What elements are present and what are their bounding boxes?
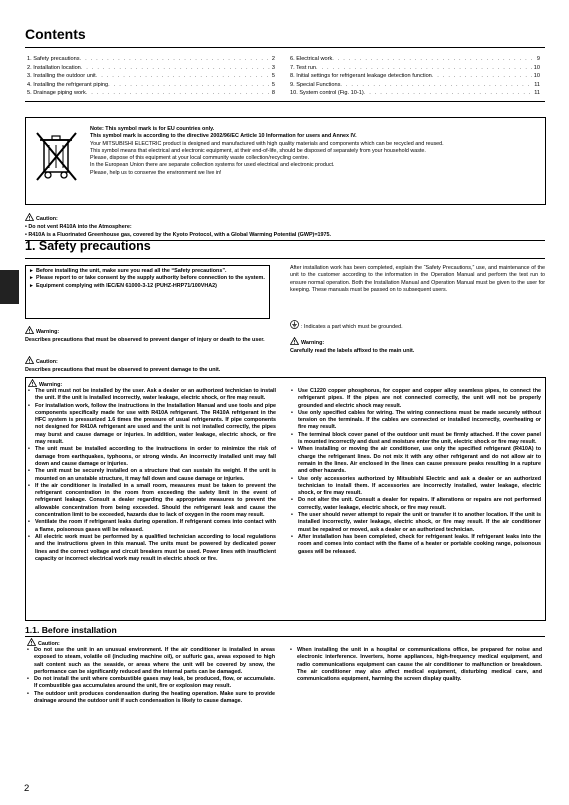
toc-entry-label: 5. Drainage piping work <box>27 90 86 97</box>
weee-notice-box <box>25 117 546 205</box>
toc-entry[interactable] <box>27 81 275 90</box>
toc-entry-page: 8 <box>271 90 275 97</box>
toc-leader-dots <box>316 64 532 73</box>
toc-entry[interactable] <box>290 55 540 64</box>
caution-icon <box>25 213 34 224</box>
bullet-item: • Use only accessories authorized by Mitsubishi Electric and ask a dealer or an authorized technician to install them. If accessories are incorrectly installed, water leakage, electric shock, or fire may result. <box>291 476 541 498</box>
bullet-item: • The terminal block cover panel of the outdoor unit must be firmly attached. If the cover panel is mounted incorrectly and dust and moisture enter the unit, electric shock or fire may result. <box>291 432 541 447</box>
weee-notice-text <box>90 126 540 177</box>
weee-line: Please, help us to conserve the environment we live in! <box>90 169 222 176</box>
toc-entry-label: 1. Safety precautions <box>27 56 80 62</box>
bullet-item: • Use only specified cables for wiring. The wiring connections must be made securely without tension on the terminals. If the cables are connected or installed incorrectly, overheating or fire may result. <box>291 410 541 432</box>
bullet-item: • The unit must not be installed by the user. Ask a dealer or an authorized technician to install the unit. If the unit is installed incorrectly, water leakage, electric shock, or fire may result. <box>28 388 276 403</box>
toc-leader-dots <box>81 64 270 73</box>
ground-symbol-icon <box>290 320 299 332</box>
intro-item: ► Please report to or take consent by the supply authority before connection to the system. <box>29 275 266 282</box>
caution-definition: Caution: Describes precautions that must be observed to prevent damage to the unit. <box>25 356 285 375</box>
weee-line: Please, dispose of this equipment at your local community waste collection/recycling centre. <box>90 155 310 162</box>
before-install-list-left <box>27 647 275 705</box>
subsection-title: 1.1. Before installation <box>25 625 117 635</box>
toc-entry-page: 5 <box>271 73 275 80</box>
toc-entry[interactable] <box>290 72 540 81</box>
bullet-item: • The outdoor unit produces condensation during the heating operation. Make sure to provide drainage around the outdoor unit if such condensation is likely to cause damage. <box>27 691 275 706</box>
toc-entry[interactable] <box>290 81 540 90</box>
bullet-item: • Do not alter the unit. Consult a dealer for repairs. If alterations or repairs are not performed correctly, water leakage, electric shock, or fire may result. <box>291 497 541 512</box>
toc-entry[interactable] <box>27 64 275 73</box>
section-rule <box>25 258 545 259</box>
toc-entry[interactable] <box>27 72 275 81</box>
warning-icon <box>290 337 299 348</box>
bullet-item: • The unit must be securely installed on a structure that can sustain its weight. If the unit is mounted on an unstable structure, it may fall down and cause damage or injuries. <box>28 468 276 483</box>
toc-entry-page: 11 <box>534 90 540 97</box>
weee-line: This symbol mark is according to the directive 2002/96/EC Article 10 Information for users and Annex IV. <box>90 133 357 140</box>
warning-icon <box>25 326 34 337</box>
bullet-item: • When installing or moving the air conditioner, use only the specified refrigerant (R410A) to charge the refrigerant lines. Do not mix it with any other refrigerant and do not allow air to remain in the lines. Air enclosed in the lines can cause pressure peaks resulting in a rupture and other hazards. <box>291 446 541 475</box>
weee-line: In the European Union there are separate collection systems for used electrical and electronic product. <box>90 162 335 169</box>
caution-top-heading: Caution: <box>36 216 58 222</box>
weee-line: Your MITSUBISHI ELECTRIC product is designed and manufactured with high quality materials and components which can be recycled and reused. <box>90 140 444 147</box>
intro-item: ► Equipment complying with IEC/EN 61000-3-12 (PUHZ-HRP71/100VHA2) <box>29 283 266 290</box>
caution-top-item: • R410A is a Fluorinated Greenhouse gas, covered by the Kyoto Protocol, with a Global Warming Potential (GWP)=1975. <box>25 231 331 238</box>
subsection-rule <box>25 636 545 637</box>
bullet-item: • Do not use the unit in an unusual environment. If the air conditioner is installed in areas exposed to steam, volatile oil (including machine oil), or sulfuric gas, areas exposed to high salt content such as the seaside, or areas where the unit will be covered by snow, the performance can be significantly reduced and the internal parts can be damaged. <box>27 647 275 676</box>
toc-entry[interactable] <box>27 89 275 98</box>
toc-leader-dots <box>80 55 270 64</box>
warning-definition: Warning: Describes precautions that must be observed to prevent danger of injury or death to the user. <box>25 326 275 345</box>
weee-line: This symbol means that electrical and electronic equipment, at their end-of-life, should be disposed of separately from your household waste. <box>90 147 426 154</box>
ground-note: : Indicates a part which must be grounded. <box>290 320 545 332</box>
language-tab-marker <box>0 270 19 304</box>
bullet-item: • The unit must be installed according to the instructions in order to minimize the risk of damage from earthquakes, typhoons, or strong winds. An incorrectly installed unit may fall down and cause damage or injuries. <box>28 446 276 468</box>
toc-entry-label: 2. Installation location <box>27 64 81 71</box>
toc-entry-page: 5 <box>271 81 275 88</box>
warning-list-right <box>291 388 541 556</box>
bullet-item: • All electric work must be performed by a qualified technician according to local regulations and the instructions given in this manual. The units must be powered by dedicated power lines and the correct voltage and circuit breakers must be used. Power lines with insufficient capacity or incorrect electrical work may result in electric shock or fire. <box>28 534 276 563</box>
page-title: Contents <box>25 26 86 42</box>
label-warning: Warning: Carefully read the labels affixed to the main unit. <box>290 337 545 356</box>
bullet-item: • Use C1220 copper phosphorus, for copper and copper alloy seamless pipes, to connect the refrigerant pipes. If the pipes are not connected correctly, the unit will not be properly grounded and electric shock may result. <box>291 388 541 410</box>
bullet-item: • The user should never attempt to repair the unit or transfer it to another location. If the unit is installed incorrectly, water leakage, electric shock, or fire may result. If the air conditioner must be repaired or moved, ask a dealer or an authorized technician. <box>291 512 541 534</box>
bullet-item: • After installation has been completed, check for refrigerant leaks. If refrigerant leaks into the room and comes into contact with the flame of a heater or portable cooking range, poisonous gases will be released. <box>291 534 541 556</box>
bullet-item: • When installing the unit in a hospital or communications office, be prepared for noise and electronic interference. Inverters, home appliances, high-frequency medical equipment, and radio communications equipment can cause the air conditioner to malfunction or breakdown. The air conditioner may also affect medical equipment, disturbing medical care, and communications equipment, harming the screen display quality. <box>290 647 542 683</box>
warning-list-box <box>25 377 546 621</box>
caution-icon <box>25 356 34 367</box>
bullet-item: • For installation work, follow the instructions in the Installation Manual and use tools and pipe components specifically made for use with R410A refrigerant. The R410A refrigerant in the HFC system is pressurized 1.6 times the pressure of usual refrigerants. If pipe components not designed for R410A refrigerant are used and the unit is not installed correctly, the pipes may burst and cause damage or injuries. In addition, water leakage, electric shock, or fire may result. <box>28 403 276 447</box>
toc-entry-label: 9. Special Functions <box>290 81 341 88</box>
section-title: 1. Safety precautions <box>25 239 151 253</box>
caution-top-item: • Do not vent R410A into the Atmosphere: <box>25 224 132 231</box>
crossed-out-wheelie-bin-icon <box>34 128 80 188</box>
intro-box <box>25 265 270 319</box>
toc-entry-label: 4. Installing the refrigerant piping <box>27 81 109 88</box>
toc-entry-label: 10. System control (Fig. 10-1) <box>290 90 364 97</box>
toc-right-column <box>290 55 540 98</box>
toc-rule <box>25 101 545 102</box>
intro-item: ► Before installing the unit, make sure you read all the “Safety precautions”. <box>29 268 266 275</box>
toc-leader-dots <box>86 89 270 98</box>
after-install-text: After installation work has been completed, explain the “Safety Precautions,” use, and maintenance of the unit to the customer according to the information in the Operation Manual and perform the test run to ensure normal operation. Both the Installation Manual and Operation Manual must be given to the user for keeping. These manuals must be passed on to subsequent users. <box>290 265 545 293</box>
toc-entry-page: 10 <box>533 73 540 80</box>
subsection-caution-heading: Caution: <box>27 638 60 649</box>
bullet-item: • If the air conditioner is installed in a small room, measures must be taken to prevent the refrigerant concentration in the room from exceeding the safety limit in the event of refrigerant leakage. Consult a dealer regarding the appropriate measures to prevent the allowable concentration from being exceeded. Should the refrigerant leak and cause the concentration limit to be exceeded, hazards due to lack of oxygen in the room may result. <box>28 483 276 519</box>
page-number: 2 <box>24 783 30 794</box>
bullet-item: • Do not install the unit where combustible gases may leak, be produced, flow, or accumulate. If combustible gas accumulates around the unit, fire or explosion may result. <box>27 676 275 691</box>
caution-top <box>25 213 545 239</box>
bullet-item: • Ventilate the room if refrigerant leaks during operation. If refrigerant comes into contact with a flame, poisonous gases will be released. <box>28 519 276 534</box>
warning-list-left <box>28 388 276 563</box>
toc-entry-label: 8. Initial settings for refrigerant leakage detection function <box>290 73 432 80</box>
toc-entry-label: 6. Electrical work <box>290 56 333 62</box>
toc-leader-dots <box>108 81 270 90</box>
toc-leader-dots <box>364 89 533 98</box>
title-rule <box>25 47 545 48</box>
warning-list-heading: Warning: <box>28 379 62 390</box>
toc-entry-label: 3. Installing the outdoor unit <box>27 73 96 80</box>
toc-entry-page: 9 <box>536 56 540 62</box>
toc-leader-dots <box>432 72 532 81</box>
toc-leader-dots <box>332 55 535 64</box>
toc-entry[interactable] <box>290 64 540 73</box>
toc-leader-dots <box>96 72 270 81</box>
toc-entry[interactable] <box>290 89 540 98</box>
toc-entry[interactable] <box>27 55 275 64</box>
weee-line: Note: This symbol mark is for EU countries only. <box>90 126 215 132</box>
toc-entry-page: 11 <box>534 81 540 88</box>
toc-leader-dots <box>340 81 532 90</box>
before-install-list-right <box>290 647 542 683</box>
toc-entry-page: 2 <box>271 56 275 62</box>
toc-left-column <box>27 55 275 98</box>
toc-entry-page: 3 <box>271 64 275 71</box>
toc-entry-page: 10 <box>533 64 540 71</box>
toc-entry-label: 7. Test run <box>290 64 317 71</box>
